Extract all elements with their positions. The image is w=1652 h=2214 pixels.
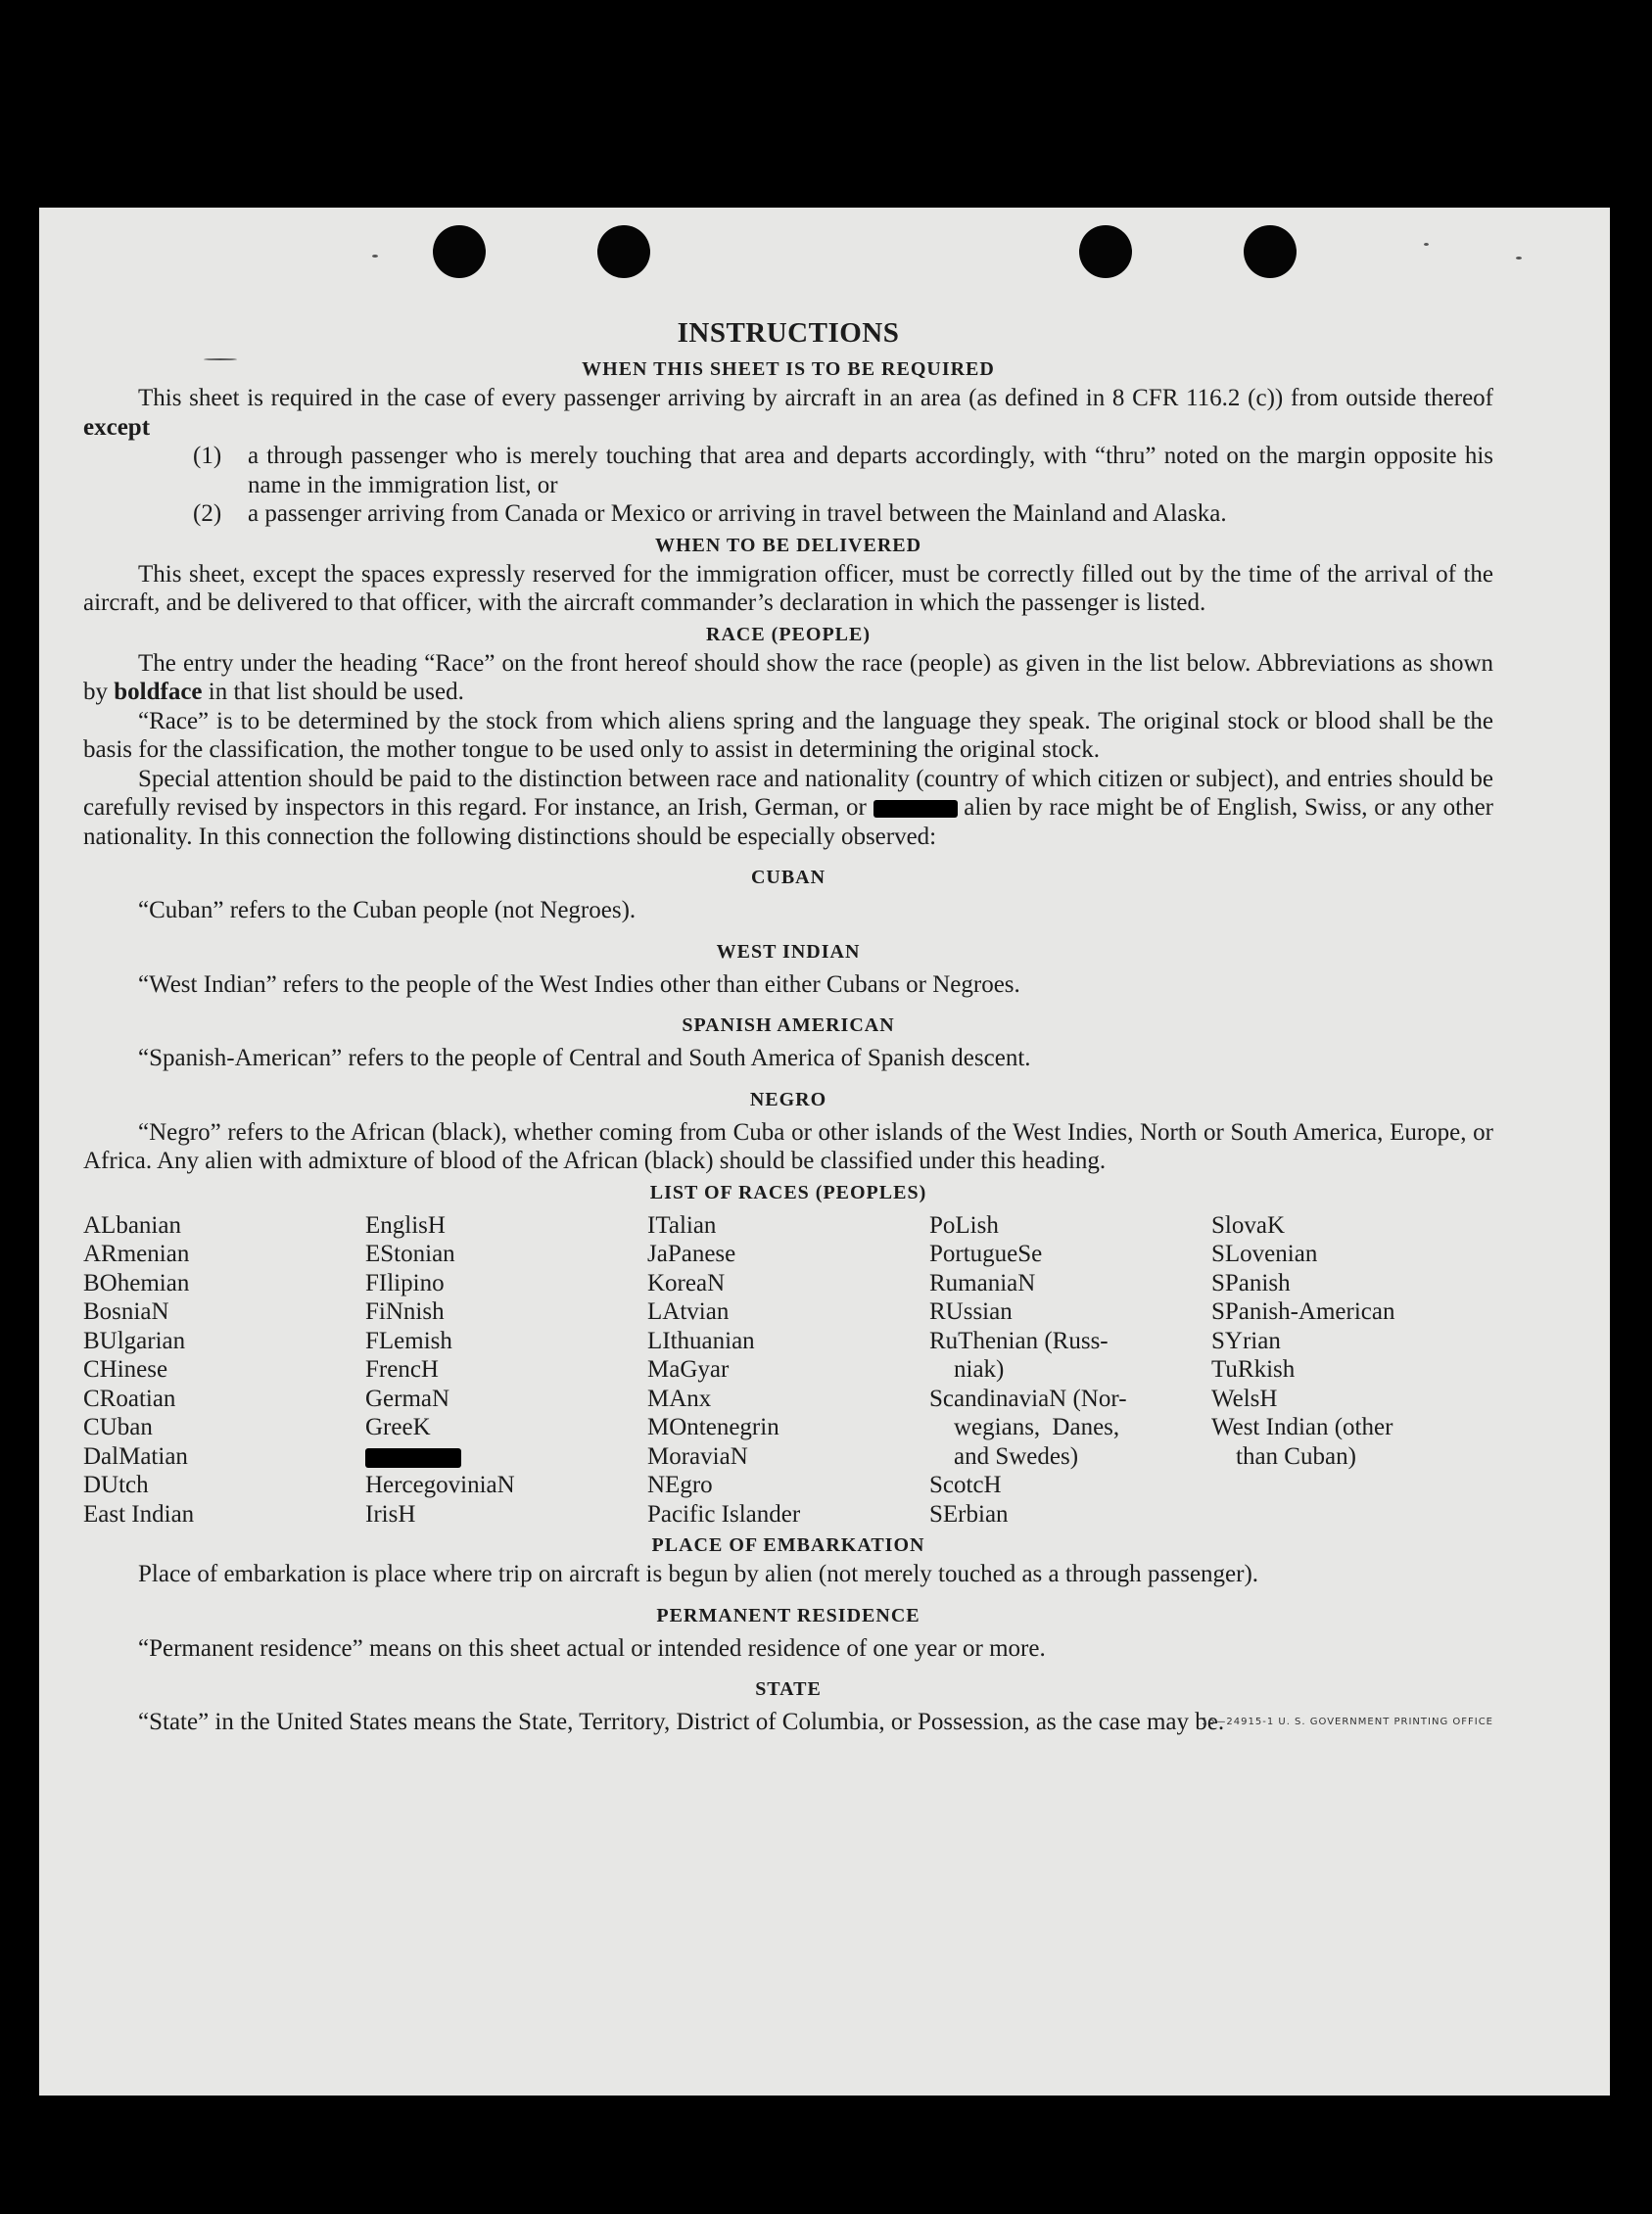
- race-entry-continued: than Cuban): [1236, 1442, 1356, 1470]
- race-entry: GreeK: [365, 1414, 431, 1440]
- redacted-race-entry: [365, 1442, 647, 1472]
- instructions-content: [83, 313, 1493, 1737]
- races-column-1: [83, 1211, 365, 1530]
- punch-hole: [1079, 225, 1132, 278]
- residence-text: “Permanent residence” means on this sheet actual or intended residence of one year or more.: [138, 1634, 1046, 1662]
- race-entry: SPanish: [1211, 1269, 1291, 1296]
- spanish-american-text: “Spanish-American” refers to the people of Central and South America of Spanish descent.: [138, 1045, 1031, 1071]
- race-entry: SErbian: [929, 1500, 1009, 1528]
- race-para-3-end: alien by race might be of English, Swiss, or any other nationality. In this connection the following distinctions should be especially observed:: [83, 794, 1494, 850]
- race-entry: FiNnish: [365, 1298, 445, 1325]
- required-intro: [83, 384, 1493, 442]
- heading-races-list: LIST OF RACES (PEOPLES): [649, 1181, 927, 1203]
- embarkation-text: Place of embarkation is place where trip on aircraft is begun by alien (not merely touched as a through passenger).: [138, 1561, 1259, 1587]
- heading-west-indian: WEST INDIAN: [716, 940, 861, 963]
- race-entry: MOntenegrin: [647, 1414, 779, 1440]
- race-entry: EStonian: [365, 1241, 455, 1267]
- race-entry: KoreaN: [647, 1269, 726, 1296]
- heading-negro: NEGRO: [749, 1088, 827, 1110]
- list-item: [83, 442, 1493, 499]
- race-entry: CHinese: [83, 1356, 168, 1383]
- redaction-mark: [873, 800, 958, 818]
- page-title: INSTRUCTIONS: [677, 317, 900, 349]
- except-bold: except: [83, 413, 151, 441]
- race-entry: SlovaK: [1211, 1211, 1285, 1239]
- race-para-3-text: Special attention should be paid to the distinction between race and nationality (country of which citizen or subject), and entries should be carefully revised by inspectors in this regard. For instance, an Irish, German, or: [83, 765, 1493, 821]
- race-para-1: [83, 649, 1493, 707]
- race-entry: Pacific Islander: [647, 1500, 801, 1528]
- races-list: [83, 1211, 1493, 1530]
- race-entry: MaGyar: [647, 1356, 730, 1383]
- races-column-4: [929, 1211, 1211, 1530]
- item-text: a through passenger who is merely touching that area and departs accordingly, with “thru” noted on the margin opposite his name in the immigration list, or: [248, 443, 1493, 498]
- race-entry: MoraviaN: [647, 1442, 748, 1470]
- race-entry: CUban: [83, 1414, 153, 1440]
- punch-hole: [433, 225, 486, 278]
- race-entry: IrisH: [365, 1500, 416, 1528]
- race-entry: SLovenian: [1211, 1241, 1318, 1267]
- race-entry: CRoatian: [83, 1385, 176, 1412]
- item-number: (2): [193, 500, 222, 527]
- race-entry: PoLish: [929, 1211, 999, 1239]
- race-entry: MAnx: [647, 1385, 712, 1412]
- heading-cuban: CUBAN: [750, 867, 826, 888]
- race-para-1-text: The entry under the heading “Race” on the front hereof should show the race (people) as given in the list below. Abbreviations as shown by: [83, 649, 1493, 705]
- printing-office-footer: 16—24915-1 U. S. GOVERNMENT PRINTING OFFICE: [1201, 1717, 1493, 1727]
- delivered-text: This sheet, except the spaces expressly reserved for the immigration officer, must be correctly filled out by the time of the arrival of the aircraft, and be delivered to that officer, with the aircraft commander’s declaration in which the passenger is listed.: [83, 560, 1493, 616]
- required-intro-text: This sheet is required in the case of every passenger arriving by aircraft in an area (as defined in 8 CFR 116.2 (c)) from outside thereof: [138, 385, 1493, 411]
- race-entry-continued: niak): [954, 1356, 1005, 1383]
- races-column-2: [365, 1211, 647, 1530]
- item-text: a passenger arriving from Canada or Mexico or arriving in travel between the Mainland and Alaska.: [248, 500, 1227, 527]
- list-item: [83, 499, 1493, 529]
- west-indian-text: “West Indian” refers to the people of the West Indies other than either Cubans or Negroes.: [138, 970, 1020, 998]
- race-entry: SYrian: [1211, 1327, 1281, 1354]
- speck: [372, 255, 378, 258]
- speck: [1516, 257, 1522, 259]
- race-entry: ITalian: [647, 1211, 717, 1239]
- race-entry: EnglisH: [365, 1211, 446, 1239]
- race-entry: BOhemian: [83, 1269, 190, 1296]
- race-entry: LAtvian: [647, 1298, 730, 1325]
- race-entry: HercegoviniaN: [365, 1472, 515, 1498]
- race-entry: RUssian: [929, 1298, 1013, 1325]
- item-number: (1): [193, 443, 222, 469]
- race-entry: PortugueSe: [929, 1241, 1043, 1267]
- document-sheet: [39, 208, 1610, 2096]
- race-entry-continued: wegians, Danes,: [954, 1414, 1120, 1440]
- race-entry-continued: and Swedes): [954, 1442, 1079, 1470]
- negro-text: “Negro” refers to the African (black), whether coming from Cuba or other islands of the West Indies, North or South America, Europe, or Africa. Any alien with admixture of blood of the African (black) should be classified under this heading.: [83, 1118, 1493, 1174]
- heading-delivered: WHEN TO BE DELIVERED: [654, 534, 922, 556]
- race-entry: ALbanian: [83, 1211, 181, 1239]
- race-entry: LIthuanian: [647, 1327, 755, 1354]
- race-entry: RumaniaN: [929, 1269, 1036, 1296]
- race-entry: BosniaN: [83, 1298, 169, 1325]
- race-entry: FLemish: [365, 1327, 452, 1354]
- punch-hole: [597, 225, 650, 278]
- punch-hole: [1244, 225, 1297, 278]
- state-text: “State” in the United States means the State, Territory, District of Columbia, or Possession, as the case may be.: [138, 1709, 1225, 1735]
- race-entry: BUlgarian: [83, 1327, 186, 1354]
- races-column-3: [647, 1211, 929, 1530]
- race-entry: DalMatian: [83, 1442, 188, 1470]
- race-para-2: “Race” is to be determined by the stock from which aliens spring and the language they speak. The original stock or blood shall be the basis for the classification, the mother tongue to be used only to assist in determining the original stock.: [83, 707, 1493, 763]
- race-entry: ScandinaviaN (Nor-: [929, 1385, 1127, 1412]
- race-entry: FIlipino: [365, 1269, 445, 1296]
- race-entry: NEgro: [647, 1472, 713, 1498]
- race-entry: East Indian: [83, 1500, 195, 1528]
- race-entry: ScotcH: [929, 1472, 1002, 1498]
- race-entry: JaPanese: [647, 1241, 736, 1267]
- heading-spanish-american: SPANISH AMERICAN: [682, 1014, 895, 1036]
- heading-race: RACE (PEOPLE): [706, 623, 871, 645]
- boldface-bold: boldface: [114, 679, 203, 705]
- race-para-1-end: in that list should be used.: [202, 679, 464, 705]
- redaction-mark: [365, 1448, 461, 1468]
- races-column-5: [1211, 1211, 1493, 1530]
- race-entry: DUtch: [83, 1472, 149, 1498]
- race-entry: West Indian (other: [1211, 1414, 1393, 1440]
- heading-embarkation: PLACE OF EMBARKATION: [651, 1534, 925, 1556]
- race-entry: SPanish-American: [1211, 1298, 1395, 1325]
- state-block: [83, 1708, 1493, 1737]
- race-entry: RuThenian (Russ-: [929, 1327, 1109, 1354]
- heading-required: WHEN THIS SHEET IS TO BE REQUIRED: [582, 358, 995, 380]
- heading-residence: PERMANENT RESIDENCE: [656, 1604, 920, 1626]
- heading-state: STATE: [755, 1678, 822, 1700]
- race-entry: WelsH: [1211, 1385, 1278, 1412]
- speck: [1424, 243, 1429, 246]
- race-entry: GermaN: [365, 1385, 450, 1412]
- cuban-text: “Cuban” refers to the Cuban people (not Negroes).: [138, 897, 637, 923]
- race-entry: FrencH: [365, 1356, 439, 1383]
- race-entry: TuRkish: [1211, 1356, 1296, 1383]
- race-para-3: [83, 765, 1493, 852]
- race-entry: ARmenian: [83, 1241, 190, 1267]
